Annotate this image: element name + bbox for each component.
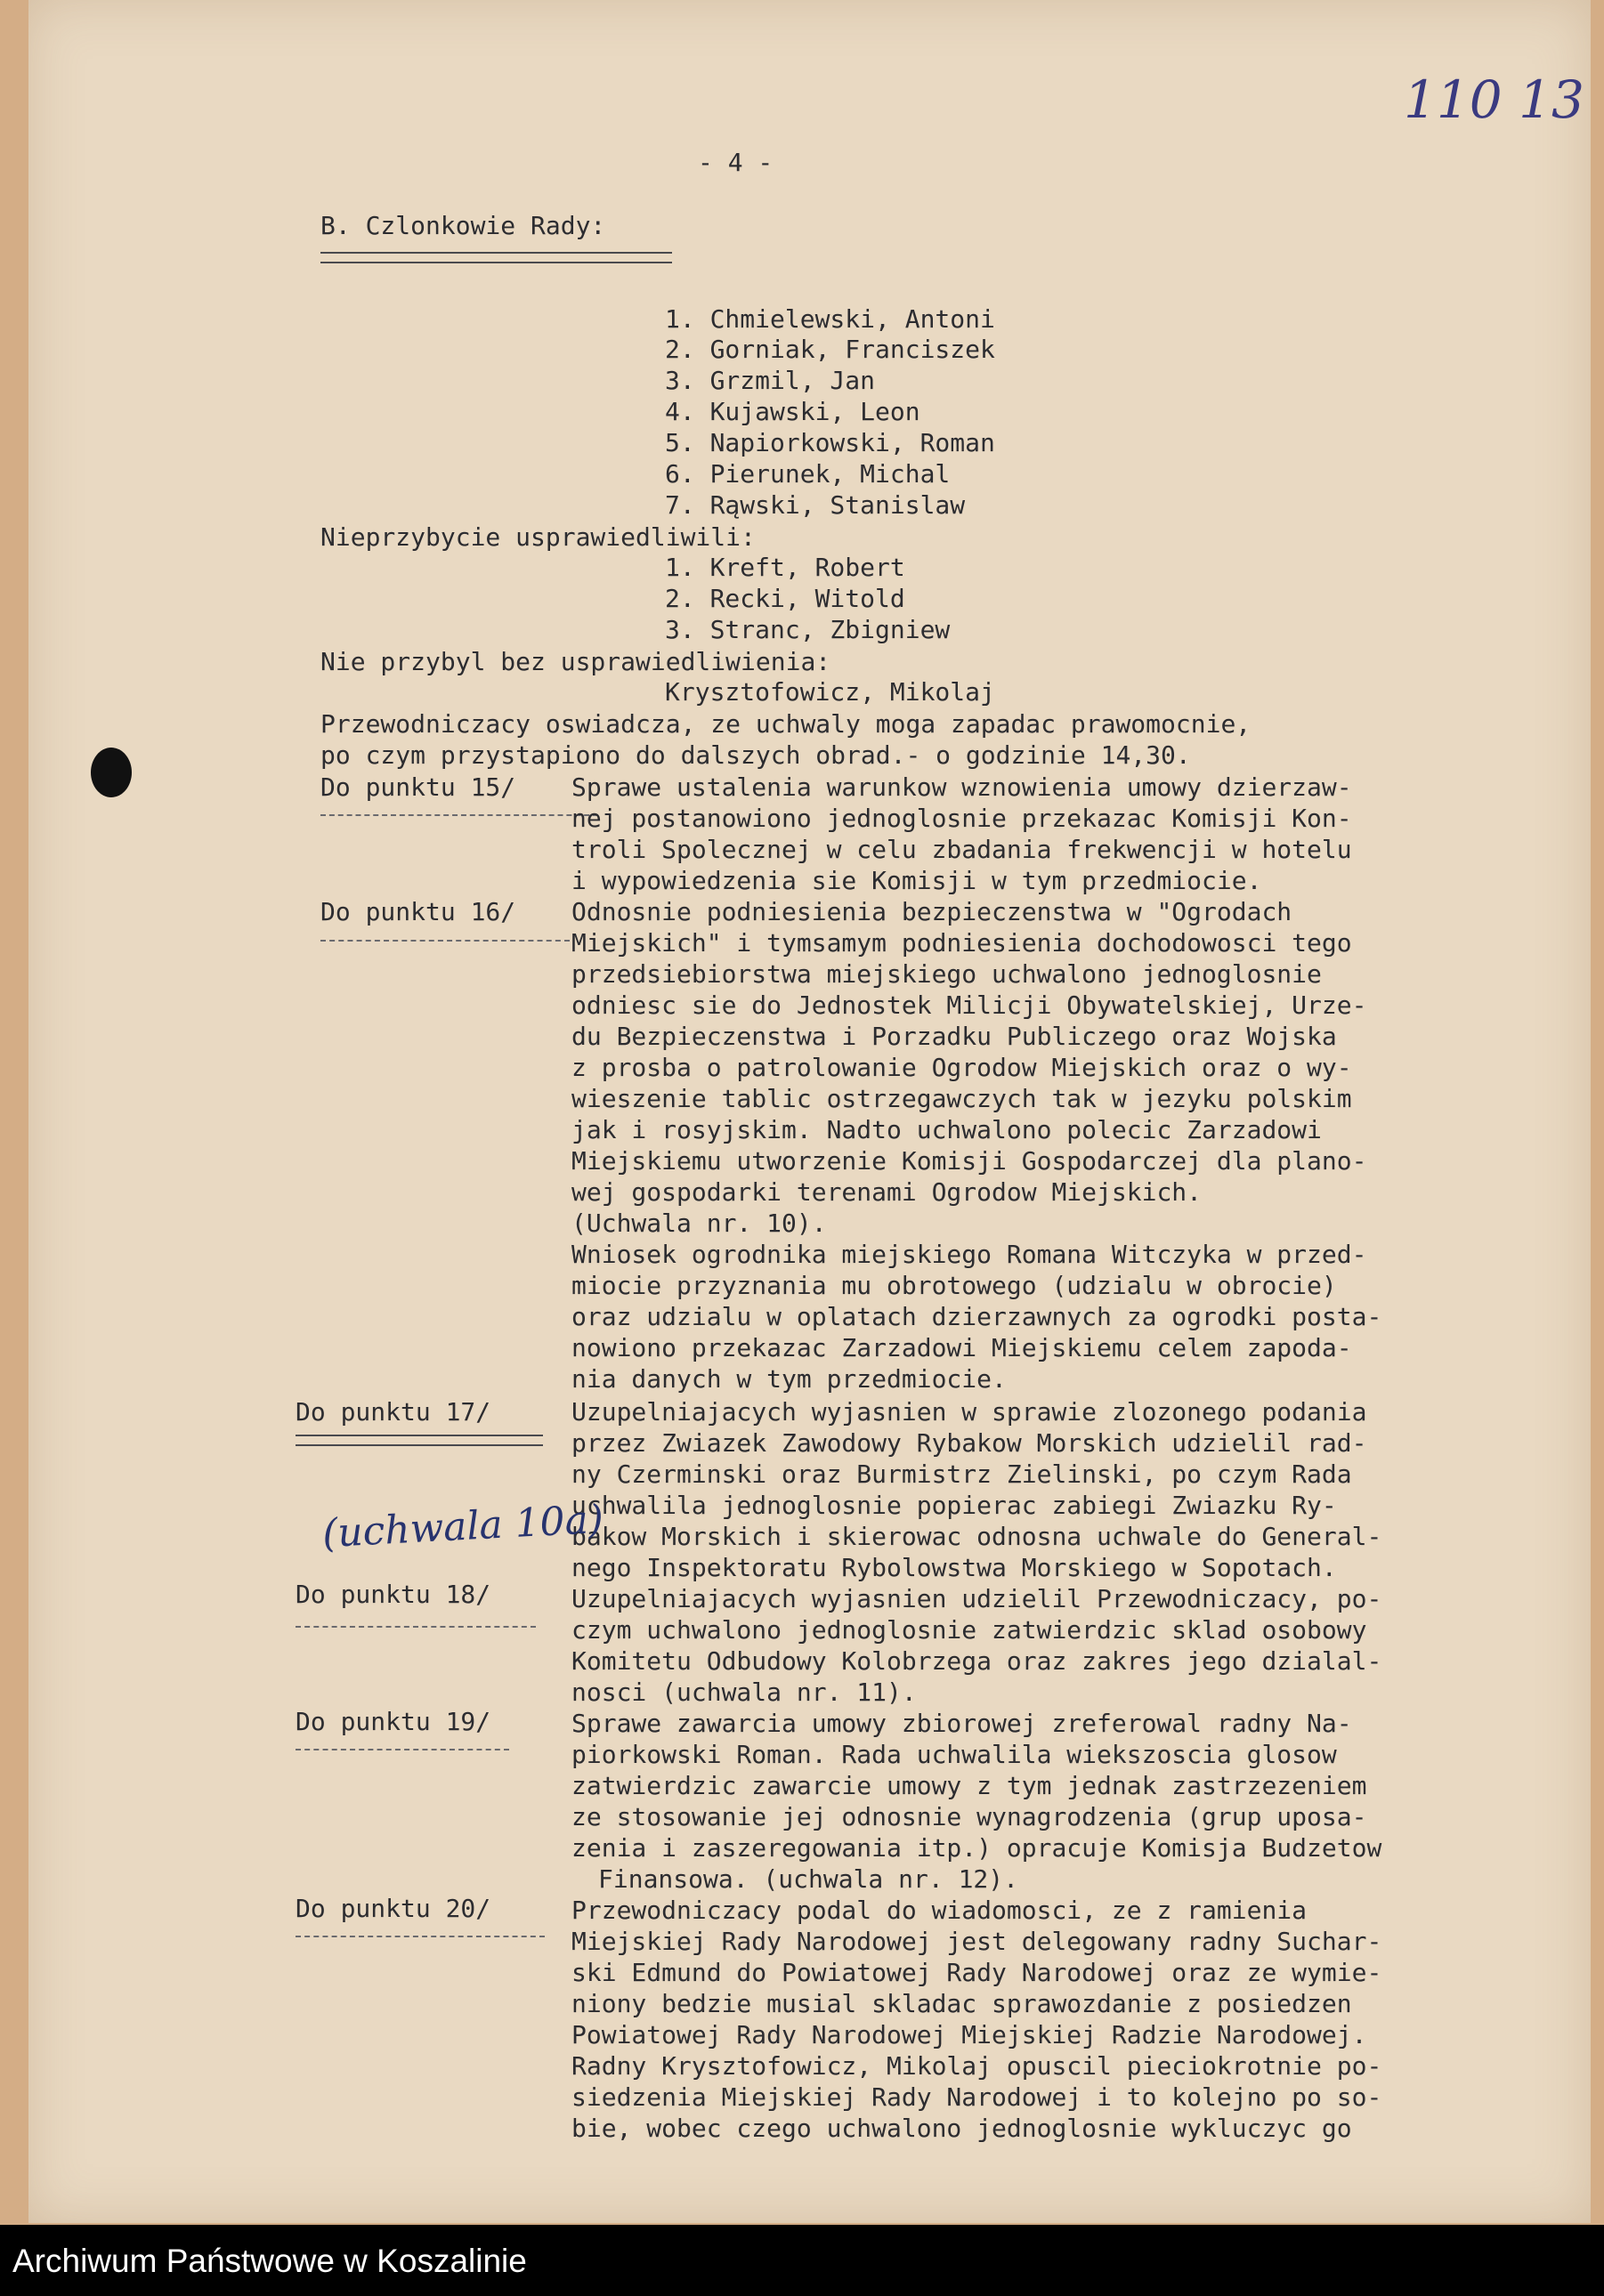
list-item: 2. Gorniak, Franciszek — [665, 335, 995, 364]
body-line: ze stosowanie jej odnosnie wynagrodzenia (grup uposa- — [571, 1802, 1367, 1831]
body-line: piorkowski Roman. Rada uchwalila wiekszoscia glosow — [571, 1740, 1337, 1769]
page-number: - 4 - — [698, 148, 774, 177]
point-label-underline — [296, 1749, 509, 1750]
list-item: 7. Rąwski, Stanislaw — [665, 490, 966, 520]
body-line: po czym przystapiono do dalszych obrad.- o godzinie 14,30. — [320, 740, 1191, 770]
body-line: Przewodniczacy oswiadcza, ze uchwaly moga zapadac prawomocnie, — [320, 709, 1252, 739]
point-label-underline — [296, 1626, 536, 1628]
body-line: odniesc sie do Jednostek Milicji Obywatelskiej, Urze- — [571, 990, 1367, 1020]
body-line: Miejskich" i tymsamym podniesienia dochodowosci tego — [571, 928, 1352, 958]
body-line: ny Czerminski oraz Burmistrz Zielinski, po czym Rada — [571, 1459, 1352, 1489]
body-line: Uzupelniajacych wyjasnien udzielil Przewodniczacy, po- — [571, 1584, 1382, 1613]
body-line: przedsiebiorstwa miejskiego uchwalono jednoglosnie — [571, 959, 1322, 989]
body-line: nego Inspektoratu Rybolowstwa Morskiego w Sopotach. — [571, 1553, 1337, 1582]
list-item: 1. Kreft, Robert — [665, 553, 905, 582]
body-line: siedzenia Miejskiej Rady Narodowej i to kolejno po so- — [571, 2082, 1382, 2112]
body-line: nowiono przekazac Zarzadowi Miejskiemu celem zapoda- — [571, 1333, 1352, 1362]
list-item: 3. Grzmil, Jan — [665, 366, 876, 395]
body-line: przez Zwiazek Zawodowy Rybakow Morskich udzielil rad- — [571, 1428, 1367, 1458]
body-line: jak i rosyjskim. Nadto uchwalono polecic Zarzadowi — [571, 1115, 1322, 1144]
body-line: (Uchwala nr. 10). — [571, 1209, 827, 1238]
document-sheet — [28, 0, 1591, 2223]
body-line: uchwalila jednoglosnie popierac zabiegi Zwiazku Ry- — [571, 1491, 1337, 1520]
body-line: zenia i zaszeregowania itp.) opracuje Komisja Budzetow — [571, 1833, 1382, 1863]
excused-heading: Nieprzybycie usprawiedliwili: — [320, 522, 756, 552]
body-line: ski Edmund do Powiatowej Rady Narodowej oraz ze wymie- — [571, 1958, 1382, 1987]
body-line: Wniosek ogrodnika miejskiego Romana Witczyka w przed- — [571, 1240, 1367, 1269]
point-label-underline — [320, 940, 570, 942]
body-line: Sprawe ustalenia warunkow wznowienia umowy dzierzaw- — [571, 772, 1352, 802]
archive-footer-bar — [0, 2225, 1604, 2296]
unexcused-member: Krysztofowicz, Mikolaj — [665, 677, 995, 707]
body-line: oraz udzialu w oplatach dzierzawnych za ogrodki posta- — [571, 1302, 1382, 1331]
punch-hole — [91, 748, 132, 797]
body-line: nia danych w tym przedmiocie. — [571, 1364, 1007, 1394]
heading-underline — [320, 252, 672, 263]
list-item: 5. Napiorkowski, Roman — [665, 428, 995, 457]
body-line: Przewodniczacy podal do wiadomosci, ze z ramienia — [571, 1896, 1308, 1925]
body-line: Odnosnie podniesienia bezpieczenstwa w "Ogrodach — [571, 897, 1292, 926]
point-label: Do punktu 16/ — [320, 897, 516, 926]
point-label: Do punktu 19/ — [296, 1707, 491, 1736]
point-label-underline — [296, 1435, 543, 1446]
unexcused-heading: Nie przybyl bez usprawiedliwienia: — [320, 647, 831, 676]
body-line: niony bedzie musial skladac sprawozdanie z posiedzen — [571, 1989, 1352, 2018]
body-line: wieszenie tablic ostrzegawczych tak w jezyku polskim — [571, 1084, 1352, 1113]
body-line: miocie przyznania mu obrotowego (udzialu w obrocie) — [571, 1271, 1337, 1300]
handwritten-margin-note: (uchwala 10a) — [320, 1496, 605, 1557]
body-line: nej postanowiono jednoglosnie przekazac Komisji Kon- — [571, 804, 1352, 833]
list-item: 4. Kujawski, Leon — [665, 397, 920, 426]
list-item: 6. Pierunek, Michal — [665, 459, 951, 489]
list-item: 1. Chmielewski, Antoni — [665, 304, 995, 334]
body-line: nosci (uchwala nr. 11). — [571, 1678, 917, 1707]
point-label: Do punktu 17/ — [296, 1397, 491, 1427]
body-line: troli Spolecznej w celu zbadania frekwencji w hotelu — [571, 835, 1352, 864]
body-line: Miejskiej Rady Narodowej jest delegowany radny Suchar- — [571, 1927, 1382, 1956]
body-line: bakow Morskich i skierowac odnosna uchwale do General- — [571, 1522, 1382, 1551]
body-line: i wypowiedzenia sie Komisji w tym przedmiocie. — [571, 866, 1262, 895]
body-line: wej gospodarki terenami Ogrodow Miejskich. — [571, 1177, 1203, 1207]
body-line: Powiatowej Rady Narodowej Miejskiej Radzie Narodowej. — [571, 2020, 1367, 2049]
list-item: 2. Recki, Witold — [665, 584, 905, 613]
body-line: Finansowa. (uchwala nr. 12). — [598, 1864, 1019, 1894]
section-heading: B. Czlonkowie Rady: — [320, 211, 606, 240]
body-line: Komitetu Odbudowy Kolobrzega oraz zakres jego dzialal- — [571, 1646, 1382, 1676]
list-item: 3. Stranc, Zbigniew — [665, 615, 951, 644]
body-line: z prosba o patrolowanie Ogrodow Miejskich oraz o wy- — [571, 1053, 1352, 1082]
point-label: Do punktu 15/ — [320, 772, 516, 802]
point-label: Do punktu 20/ — [296, 1894, 491, 1923]
handwritten-archive-number: 110 13 — [1404, 69, 1584, 130]
point-label-underline — [296, 1936, 545, 1937]
body-line: Uzupelniajacych wyjasnien w sprawie zlozonego podania — [571, 1397, 1367, 1427]
body-line: du Bezpieczenstwa i Porzadku Publiczego oraz Wojska — [571, 1022, 1337, 1051]
body-line: Miejskiemu utworzenie Komisji Gospodarczej dla plano- — [571, 1146, 1367, 1176]
point-label-underline — [320, 814, 598, 816]
body-line: bie, wobec czego uchwalono jednoglosnie wykluczyc go — [571, 2114, 1352, 2143]
point-label: Do punktu 18/ — [296, 1580, 491, 1609]
body-line: zatwierdzic zawarcie umowy z tym jednak zastrzezeniem — [571, 1771, 1367, 1800]
archive-name: Archiwum Państwowe w Koszalinie — [12, 2243, 527, 2279]
body-line: czym uchwalono jednoglosnie zatwierdzic sklad osobowy — [571, 1615, 1367, 1645]
body-line: Sprawe zawarcia umowy zbiorowej zreferowal radny Na- — [571, 1709, 1352, 1738]
body-line: Radny Krysztofowicz, Mikolaj opuscil pieciokrotnie po- — [571, 2051, 1382, 2081]
